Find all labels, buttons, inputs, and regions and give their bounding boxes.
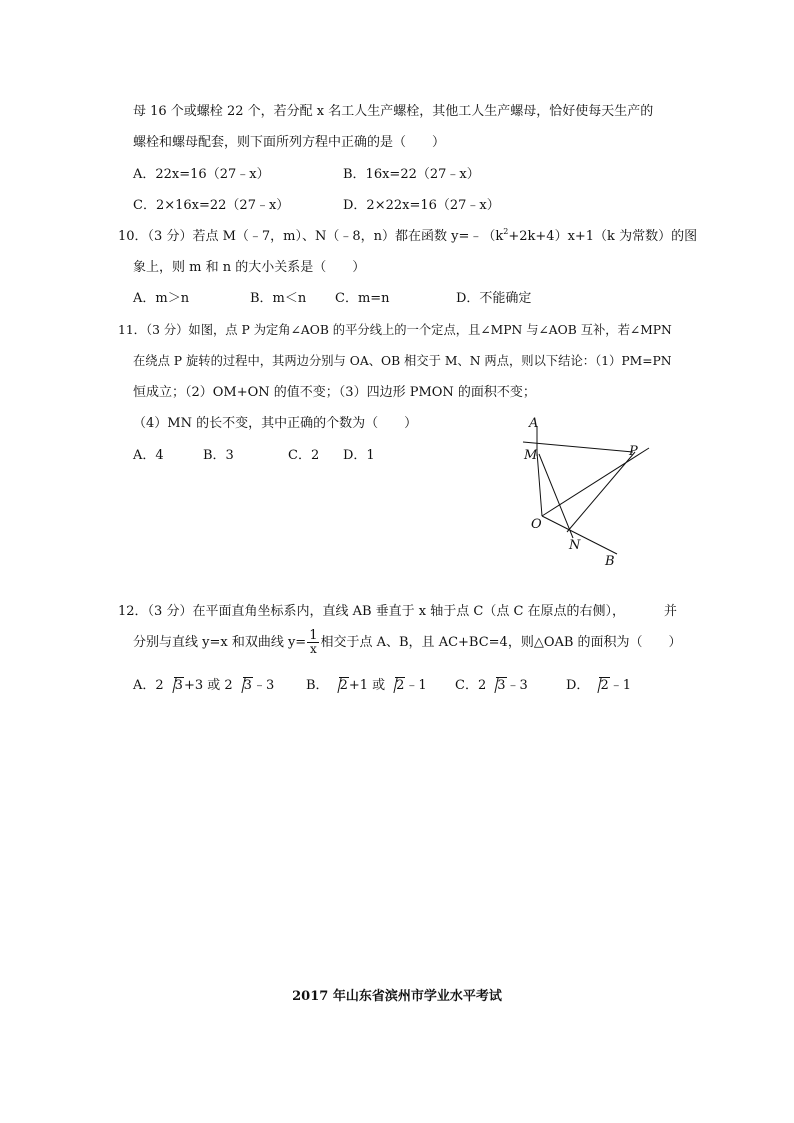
q9-line-1: 母 16 个或螺栓 22 个，若分配 x 名工人生产螺栓，其他工人生产螺母，恰好使每天生产的 [133,104,654,119]
q12-option-b [306,676,427,696]
segment-om [537,452,542,516]
q12-line-2-part-b: 相交于点 A、B，且 AC+BC=4，则△OAB 的面积为（ ） [320,635,682,650]
q9-option-c: C．2×16x=22（27﹣x） [133,198,290,213]
q11-line-3: 恒成立；（2）OM+ON 的值不变；（3）四边形 PMON 的面积不变； [133,385,536,400]
q10-line-2: 象上，则 m 和 n 的大小关系是（ ） [133,260,366,275]
label-b: B [605,554,615,569]
q10-option-d: D．不能确定 [456,291,532,306]
q9-option-d: D．2×22x=16（27﹣x） [343,198,500,213]
option-a-middle: +3 或 2 [183,678,233,693]
option-d-prefix: D． [566,678,590,693]
q10-line-1-part-b: +2k+4）x+1（k 为常数）的图 [508,229,698,244]
option-a-suffix: ﹣3 [252,678,275,693]
q11-option-c: C．2 [288,448,320,463]
q9-line-2: 螺栓和螺母配套，则下面所列方程中正确的是（ ） [133,135,446,150]
label-n: N [569,538,581,553]
radicand: 2 [339,678,348,693]
q10-exponent: 2 [503,227,509,236]
line-mp [523,442,633,452]
radicand: 3 [174,678,183,693]
radicand: 3 [497,678,506,693]
option-b-middle: +1 或 [348,678,386,693]
option-b-suffix: ﹣1 [405,678,427,693]
sqrt-symbol [234,676,253,696]
q12-option-c [455,676,528,696]
option-c-suffix: ﹣3 [506,678,528,693]
label-o: O [531,517,542,532]
q12-option-d [566,676,631,696]
q12-line-2 [133,628,682,658]
q11-option-b: B．3 [203,448,234,463]
sqrt-symbol [330,676,349,696]
option-b-prefix: B． [306,678,329,693]
q11-option-a: A．4 [133,448,164,463]
q11-option-d: D．1 [343,448,375,463]
q10-option-c: C．m=n [335,291,390,306]
q10-line-1-part-a: 10．（3 分）若点 M（﹣7，m）、N（﹣8，n）都在函数 y=﹣（k [118,229,504,244]
option-c-prefix: C．2 [455,678,487,693]
q12-line-2-part-a: 分别与直线 y=x 和双曲线 y= [133,635,307,650]
line-pn [567,452,635,532]
q12-line-1-end: 并 [664,604,678,619]
option-a-prefix: A．2 [133,678,164,693]
page-footer: 2017 年山东省滨州市学业水平考试 [292,989,502,1004]
q10-option-a: A．m＞n [133,291,190,306]
q11-line-2: 在绕点 P 旋转的过程中，其两边分别与 OA、OB 相交于 M、N 两点，则以下结论：（1）PM=PN [133,354,672,368]
q11-line-1: 11．（3 分）如图，点 P 为定角∠AOB 的平分线上的一个定点，且∠MPN 与∠AOB 互补，若∠MPN [118,323,672,337]
q9-option-a: A．22x=16（27﹣x） [133,167,270,182]
sqrt-symbol [386,676,405,696]
q10-line-1 [118,227,697,247]
q12-line-1: 12．（3 分）在平面直角坐标系内，直线 AB 垂直于 x 轴于点 C（点 C 在原点的右侧）， [118,604,626,619]
sqrt-symbol [487,676,506,696]
q12-fraction [307,629,319,656]
radicand: 2 [396,678,405,693]
q11-geometry-figure [505,408,665,573]
sqrt-symbol [165,676,184,696]
radicand: 3 [243,678,252,693]
q9-option-b: B．16x=22（27﹣x） [343,167,480,182]
q12-option-a [133,676,274,696]
radicand: 2 [600,678,609,693]
q10-option-b: B．m＜n [250,291,307,306]
fraction-numerator: 1 [309,628,318,643]
option-d-suffix: ﹣1 [609,678,631,693]
label-a: A [529,416,539,431]
fraction-denominator: x [309,642,317,656]
line-mn [539,454,573,538]
sqrt-symbol [590,676,609,696]
q11-line-4: （4）MN 的长不变，其中正确的个数为（ ） [133,416,418,431]
label-p: P [629,444,638,459]
label-m: M [524,448,538,463]
